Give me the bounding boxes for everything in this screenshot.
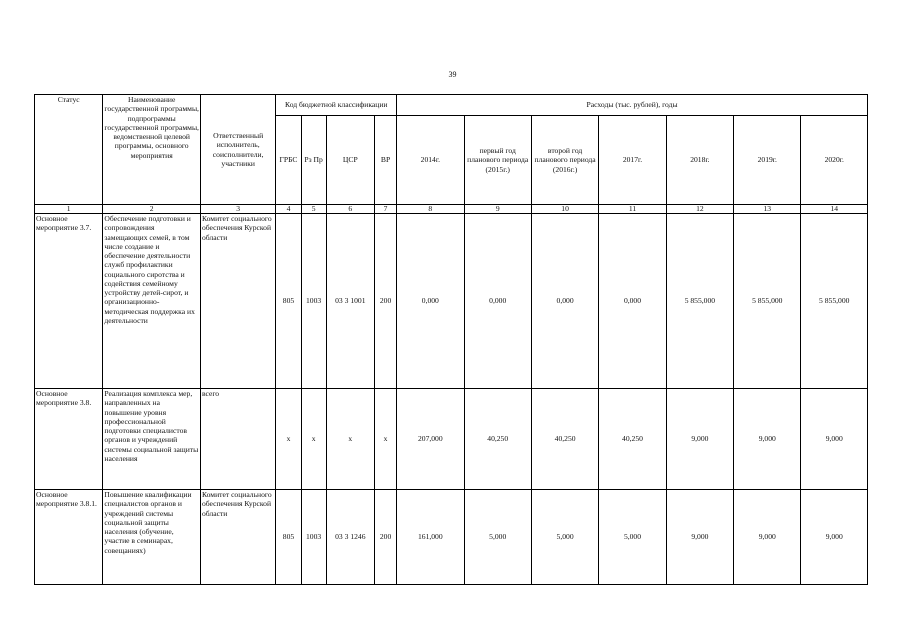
header-csr: ЦСР <box>326 116 374 205</box>
header-year-2019: 2019г. <box>734 116 801 205</box>
row-value-2016: 0,000 <box>531 214 598 389</box>
header-year-2018: 2018г. <box>666 116 733 205</box>
header-year-2014: 2014г. <box>397 116 464 205</box>
column-number-row <box>35 205 868 214</box>
row-value-2019: 9,000 <box>734 490 801 585</box>
header-expenses: Расходы (тыс. рублей), годы <box>397 95 868 116</box>
row-value-2016: 40,250 <box>531 389 598 490</box>
column-number: 6 <box>326 205 374 214</box>
row-executor: Комитет социального обеспечения Курской области <box>200 490 275 585</box>
row-value-2018: 9,000 <box>666 389 733 490</box>
row-rzpr: 1003 <box>301 490 326 585</box>
row-value-2017: 5,000 <box>599 490 666 585</box>
row-value-2015: 0,000 <box>464 214 531 389</box>
row-value-2019: 9,000 <box>734 389 801 490</box>
row-rzpr: 1003 <box>301 214 326 389</box>
column-number: 4 <box>276 205 301 214</box>
row-csr: х <box>326 389 374 490</box>
row-value-2014: 207,000 <box>397 389 464 490</box>
column-number: 3 <box>200 205 275 214</box>
table-row <box>35 490 868 585</box>
row-status: Основное мероприятие 3.8. <box>35 389 103 490</box>
row-vr: 200 <box>374 214 396 389</box>
row-grbs: 805 <box>276 214 301 389</box>
header-executor: Ответственный исполнитель, соисполнители, участники <box>200 95 275 205</box>
header-year-2015: первый год планового периода (2015г.) <box>464 116 531 205</box>
column-number: 1 <box>35 205 103 214</box>
row-executor: Комитет социального обеспечения Курской области <box>200 214 275 389</box>
column-number: 14 <box>801 205 868 214</box>
page-number: 39 <box>448 70 457 79</box>
row-value-2015: 40,250 <box>464 389 531 490</box>
row-value-2020: 9,000 <box>801 389 868 490</box>
column-number: 12 <box>666 205 733 214</box>
row-status: Основное мероприятие 3.8.1. <box>35 490 103 585</box>
header-grbs: ГРБС <box>276 116 301 205</box>
row-name: Обеспечение подготовки и сопровождения замещающих семей, в том числе создание и обеспечение деятельности служб профилактики социального сиротства и содействия семейному устройству детей-сирот, и организационно-методическая поддержка их деятельности <box>103 214 201 389</box>
header-row-1 <box>35 95 868 116</box>
row-value-2020: 5 855,000 <box>801 214 868 389</box>
row-value-2017: 40,250 <box>599 389 666 490</box>
row-value-2017: 0,000 <box>599 214 666 389</box>
row-rzpr: х <box>301 389 326 490</box>
row-grbs: х <box>276 389 301 490</box>
row-name: Реализация комплекса мер, направленных на повышение уровня профессиональной подготовки специалистов органов и учреждений системы социальной защиты населения <box>103 389 201 490</box>
header-name: Наименование государственной программы, подпрограммы государственной программы, ведомственной целевой программы, основного мероприятия <box>103 95 201 205</box>
header-year-2016: второй год планового периода (2016г.) <box>531 116 598 205</box>
row-value-2014: 0,000 <box>397 214 464 389</box>
row-status: Основное мероприятие 3.7. <box>35 214 103 389</box>
column-number: 5 <box>301 205 326 214</box>
column-number: 8 <box>397 205 464 214</box>
column-number: 13 <box>734 205 801 214</box>
table-row <box>35 214 868 389</box>
column-number: 10 <box>531 205 598 214</box>
row-executor: всего <box>200 389 275 490</box>
table-row <box>35 389 868 490</box>
row-value-2016: 5,000 <box>531 490 598 585</box>
header-vr: ВР <box>374 116 396 205</box>
header-year-2017: 2017г. <box>599 116 666 205</box>
column-number: 9 <box>464 205 531 214</box>
header-year-2020: 2020г. <box>801 116 868 205</box>
column-number: 11 <box>599 205 666 214</box>
header-rzpr: Рз Пр <box>301 116 326 205</box>
row-value-2019: 5 855,000 <box>734 214 801 389</box>
row-name: Повышение квалификации специалистов органов и учреждений системы социальной защиты населения (обучение, участие в семинарах, совещаниях) <box>103 490 201 585</box>
row-value-2015: 5,000 <box>464 490 531 585</box>
row-value-2018: 5 855,000 <box>666 214 733 389</box>
header-status: Статус <box>35 95 103 205</box>
row-csr: 03 3 1246 <box>326 490 374 585</box>
row-vr: х <box>374 389 396 490</box>
row-vr: 200 <box>374 490 396 585</box>
budget-table <box>34 94 868 585</box>
column-number: 2 <box>103 205 201 214</box>
row-value-2014: 161,000 <box>397 490 464 585</box>
header-budget-code: Код бюджетной классификации <box>276 95 397 116</box>
column-number: 7 <box>374 205 396 214</box>
row-value-2018: 9,000 <box>666 490 733 585</box>
row-grbs: 805 <box>276 490 301 585</box>
row-value-2020: 9,000 <box>801 490 868 585</box>
row-csr: 03 3 1001 <box>326 214 374 389</box>
